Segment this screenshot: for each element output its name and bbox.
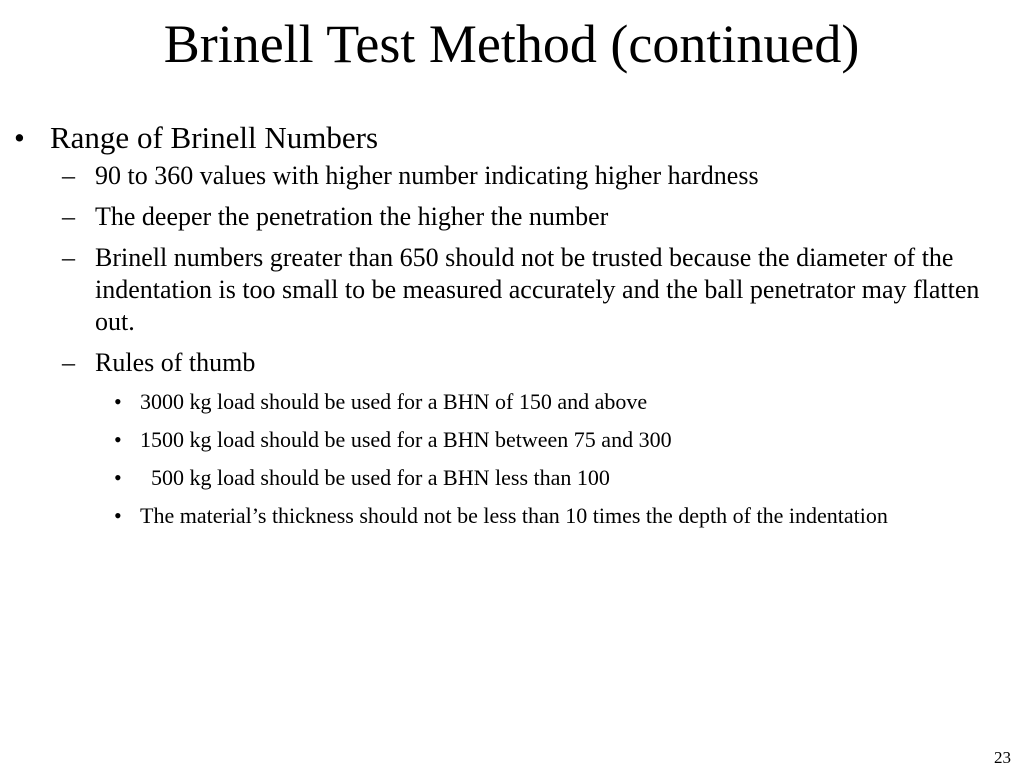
sub-bullet-deeper-penetration xyxy=(0,201,1023,233)
bullet-dot-icon: • xyxy=(114,427,122,452)
bullet-range-of-brinell-numbers xyxy=(0,118,1023,158)
rule-material-thickness xyxy=(0,502,1023,530)
slide-title: Brinell Test Method (continued) xyxy=(163,14,860,74)
dash-icon: – xyxy=(62,161,75,190)
sub-bullet-rules-of-thumb xyxy=(0,347,1023,379)
page-number: 23 xyxy=(994,748,1011,767)
dash-icon: – xyxy=(62,202,75,231)
sub-bullet-text: Brinell numbers greater than 650 should not be trusted because the diameter of the indentation is too small to be measured accurately and the ball penetrator may flatten out. xyxy=(95,243,980,336)
rule-1500kg xyxy=(0,426,1023,454)
bullet-dot-icon: • xyxy=(14,120,25,155)
sub-bullet-text: Rules of thumb xyxy=(95,348,256,377)
rule-text: 1500 kg load should be used for a BHN between 75 and 300 xyxy=(140,427,672,452)
bullet-text: Range of Brinell Numbers xyxy=(50,120,379,155)
rule-3000kg xyxy=(0,388,1023,416)
rule-text: 3000 kg load should be used for a BHN of 150 and above xyxy=(140,389,648,414)
rule-text: The material’s thickness should not be less than 10 times the depth of the indentation xyxy=(140,503,888,528)
dash-icon: – xyxy=(62,348,75,377)
sub-bullet-values-range xyxy=(0,160,1023,192)
rule-500kg xyxy=(0,464,1023,492)
bullet-dot-icon: • xyxy=(114,503,122,528)
bullet-dot-icon: • xyxy=(114,389,122,414)
rule-text: 500 kg load should be used for a BHN less than 100 xyxy=(140,465,610,490)
sub-bullet-text: 90 to 360 values with higher number indicating higher hardness xyxy=(95,161,759,190)
bullet-dot-icon: • xyxy=(114,465,122,490)
dash-icon: – xyxy=(62,243,75,272)
sub-bullet-text: The deeper the penetration the higher the number xyxy=(95,202,609,231)
sub-bullet-greater-than-650 xyxy=(0,242,1023,338)
slide-content xyxy=(0,118,1023,540)
